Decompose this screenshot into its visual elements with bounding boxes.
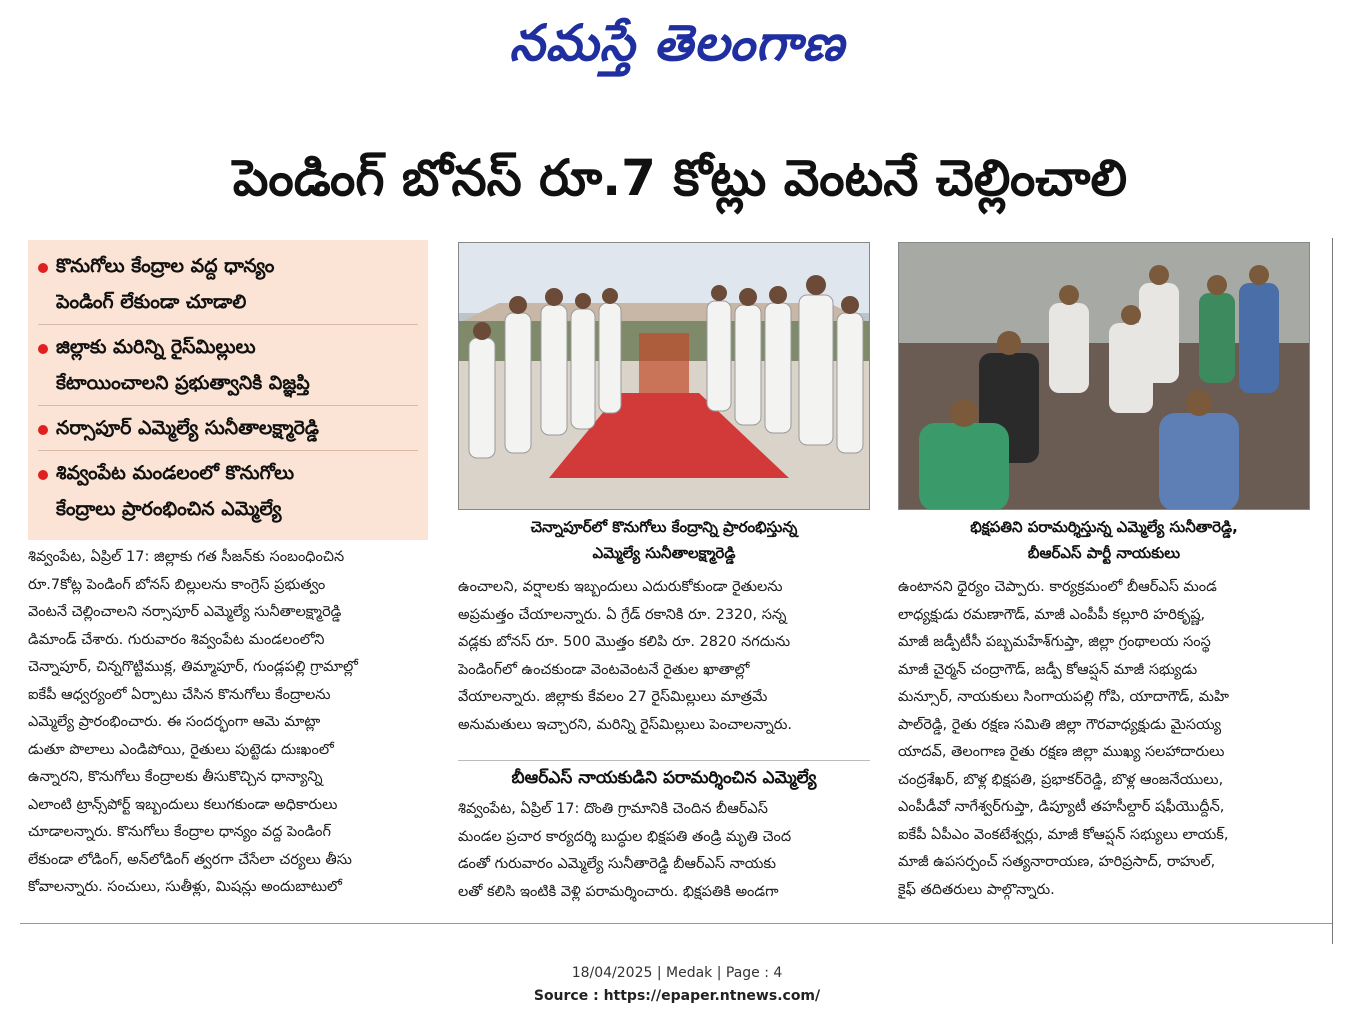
body-line: యాదవ్, తెలంగాణ రైతు రక్షణ జిల్లా ముఖ్య సలహాదారులు: [898, 744, 1225, 760]
column-divider: [1332, 238, 1333, 944]
body-line: డిమాండ్ చేశారు. గురువారం శివ్వంపేట మండలంలోని: [28, 631, 325, 648]
highlight-item: [38, 451, 418, 531]
body-line: పెండింగ్‌లో ఉంచకుండా వెంటవెంటనే రైతుల ఖాతాల్లో: [458, 661, 750, 678]
body-line: ఉన్నారని, కొనుగోలు కేంద్రాలకు తీసుకొచ్చిన ధాన్యాన్ని: [28, 769, 323, 785]
body-line: కైఫ్ తదితరులు పాల్గొన్నారు.: [898, 881, 1055, 898]
bullet-icon: [38, 263, 48, 273]
body-line: అప్రమత్తం చేయాలన్నారు. ఏ గ్రేడ్ రకానికి రూ. 2320, సన్న: [458, 606, 787, 623]
body-line: వేయాలన్నారు. జిల్లాకు కేవలం 27 రైస్‌మిల్లులు మాత్రమే: [458, 689, 768, 705]
body-line: మండల ప్రచార కార్యదర్శి బుద్ధుల భిక్షపతి తండ్రి మృతి చెంద: [458, 828, 792, 845]
highlight-line: జిల్లాకు మరిన్ని రైస్‌మిల్లులు: [56, 336, 256, 358]
ceremony-photo-illustration: [459, 243, 870, 510]
highlight-line: కేంద్రాలు ప్రారంభించిన ఎమ్మెల్యే: [56, 498, 282, 520]
caption-line: ఎమ్మెల్యే సునీతాలక్ష్మారెడ్డి: [592, 544, 736, 562]
highlight-line: శివ్వంపేట మండలంలో కొనుగోలు: [56, 462, 295, 484]
condolence-visit-photo: [898, 242, 1310, 510]
bullet-icon: [38, 344, 48, 354]
caption-line: చెన్నాపూర్‌లో కొనుగోలు కేంద్రాన్ని ప్రారంభిస్తున్న: [530, 518, 798, 536]
body-line: ఉంచాలని, వర్షాలకు ఇబ్బందులు ఎదురుకోకుండా రైతులను: [458, 579, 783, 595]
highlight-line: కేటాయించాలని ప్రభుత్వానికి విజ్ఞప్తి: [56, 372, 310, 394]
edition-info: 18/04/2025 | Medak | Page : 4: [571, 965, 783, 981]
body-line: వడ్లకు బోనస్ రూ. 500 మొత్తం కలిపి రూ. 2820 నగదును: [458, 634, 791, 650]
article-column-2: [458, 574, 870, 739]
masthead-title: నమస్తే తెలంగాణ: [509, 13, 845, 72]
highlight-line: కొనుగోలు కేంద్రాల వద్ద ధాన్యం: [56, 255, 275, 277]
body-line: ఎమ్మెల్యే ప్రారంభించారు. ఈ సందర్భంగా ఆమె మాట్లా: [28, 714, 321, 730]
source-link[interactable]: Source : https://epaper.ntnews.com/: [533, 988, 821, 1004]
ceremony-photo: [458, 242, 870, 510]
caption-line: భిక్షపతిని పరామర్శిస్తున్న ఎమ్మెల్యే సునీతారెడ్డి,: [970, 518, 1238, 536]
body-line: మన్సూర్, నాయకులు సింగాయపల్లి గోపి, యాదాగౌడ్, మహి: [898, 689, 1229, 705]
highlight-item: [38, 325, 418, 406]
body-line: మాజీ చైర్మన్ చంద్రాగౌడ్, జడ్పీ కోఆప్షన్ మాజీ సభ్యుడు: [898, 661, 1198, 678]
body-line: డుతూ పొలాలు ఎండిపోయి, రైతులు పుట్టెడు దుఃఖంలో: [28, 741, 334, 758]
body-line: లాధ్యక్షుడు రమణాగౌడ్, మాజీ ఎంపీపీ కల్లూరి హరికృష్ణ,: [898, 606, 1206, 623]
body-line: పాల్‌రెడ్డి, రైతు రక్షణ సమితి జిల్లా గౌరవాధ్యక్షుడు మైసయ్య: [898, 716, 1222, 733]
article-column-1: [28, 544, 436, 902]
visit-photo-illustration: [899, 243, 1310, 510]
newspaper-masthead: [0, 8, 1354, 78]
article-column-3: [898, 574, 1316, 904]
body-line: వెంటనే చెల్లించాలని నర్సాపూర్ ఎమ్మెల్యే సునీతాలక్ష్మారెడ్డి: [28, 604, 342, 620]
highlight-item: [38, 244, 418, 325]
body-line: ఉంటానని ధైర్యం చెప్పారు. కార్యక్రమంలో బీఆర్‌ఎస్ మండ: [898, 579, 1217, 595]
body-line: చంద్రశేఖర్, బొళ్ల భిక్షపతి, ప్రభాకర్‌రెడ్డి, బొళ్ల ఆంజనేయులు,: [898, 771, 1224, 788]
body-line: శివ్వంపేట, ఏప్రిల్ 17: దొంతి గ్రామానికి చెందిన బీఆర్‌ఎస్: [458, 801, 768, 817]
body-line: చూడాలన్నారు. కొనుగోలు కేంద్రాల ధాన్యం వద్ద పెండింగ్: [28, 824, 331, 840]
body-line: రూ.7కోట్ల పెండింగ్ బోనస్ బిల్లులను కాంగ్రెస్ ప్రభుత్వం: [28, 576, 326, 593]
caption-line: బీఆర్‌ఎస్ పార్టీ నాయకులు: [1027, 544, 1181, 562]
sub-article-headline: బీఆర్‌ఎస్ నాయకుడిని పరామర్శించిన ఎమ్మెల్యే: [458, 760, 870, 791]
body-line: ఎలాంటి ట్రాన్స్‌పోర్ట్ ఇబ్బందులు కలుగకుండా అధికారులు: [28, 796, 338, 813]
highlight-line: నర్సాపూర్ ఎమ్మెల్యే సునీతాలక్ష్మారెడ్డి: [56, 417, 319, 439]
ceremony-photo-caption: [458, 514, 870, 566]
body-line: ఐకేపీ ఆధ్వర్యంలో ఏర్పాటు చేసిన కొనుగోలు కేంద్రాలను: [28, 686, 331, 703]
highlight-item: [38, 406, 418, 451]
body-line: ఐకేపీ ఏపీఎం వెంకటేశ్వర్లు, మాజీ కోఆప్షన్ సభ్యులు లాయక్,: [898, 826, 1229, 843]
body-line: శివ్వంపేట, ఏప్రిల్ 17: జిల్లాకు గత సీజన్‌కు సంబంధించిన: [28, 549, 345, 565]
body-line: డంతో గురువారం ఎమ్మెల్యే సునీతారెడ్డి బీఆర్‌ఎస్ నాయకు: [458, 856, 776, 872]
body-line: కోవాలన్నారు. సంచులు, సుతీళ్లు, మిషన్లు అందుబాటులో: [28, 879, 342, 895]
highlights-box: [28, 240, 428, 540]
page-footer: [0, 962, 1354, 1008]
highlight-line: పెండింగ్ లేకుండా చూడాలి: [56, 291, 247, 313]
body-line: మాజీ ఉపసర్పంచ్ సత్యనారాయణ, హరిప్రసాద్, రాహుల్,: [898, 854, 1216, 870]
sub-article-body: [458, 796, 870, 906]
body-line: లేకుండా లోడింగ్, అన్‌లోడింగ్ త్వరగా చేసేలా చర్యలు తీసు: [28, 851, 352, 868]
body-line: అనుమతులు ఇచ్చారని, మరిన్ని రైస్‌మిల్లులు పెంచాలన్నారు.: [458, 716, 793, 733]
bullet-icon: [38, 425, 48, 435]
visit-photo-caption: [898, 514, 1310, 566]
body-line: చెన్నాపూర్, చిన్నగొట్టిముక్ల, తిమ్మాపూర్, గుండ్లపల్లి గ్రామాల్లో: [28, 659, 358, 675]
article-headline: పెండింగ్ బోనస్ రూ.7 కోట్లు వెంటనే చెల్లించాలి: [232, 149, 1128, 207]
body-line: ఎంపీడీవో నాగేశ్వర్‌గుప్తా, డిప్యూటీ తహసీల్దార్ షఫీయొద్దీన్,: [898, 799, 1225, 815]
body-line: లతో కలిసి ఇంటికి వెళ్లి పరామర్శించారు. భిక్షపతికి అండగా: [458, 883, 779, 900]
bottom-rule: [20, 923, 1332, 924]
bullet-icon: [38, 470, 48, 480]
body-line: మాజీ జడ్పీటీసీ పబ్బమహేశ్‌గుప్తా, జిల్లా గ్రంథాలయ సంస్థ: [898, 634, 1211, 650]
